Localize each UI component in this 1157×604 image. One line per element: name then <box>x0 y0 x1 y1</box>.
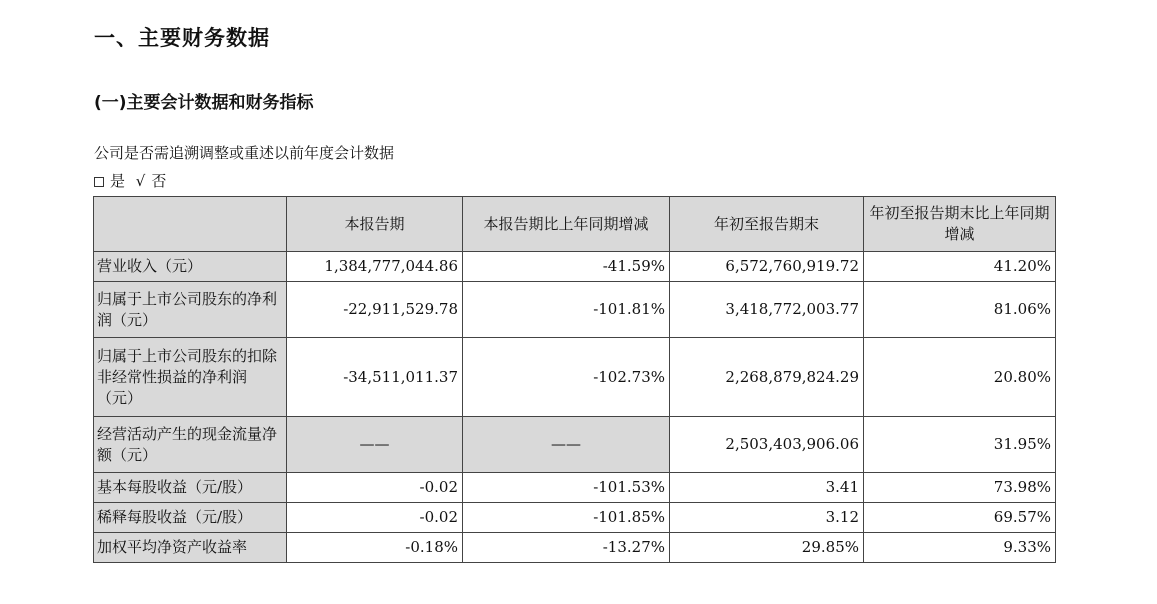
restatement-question: 公司是否需追溯调整或重述以前年度会计数据 <box>94 144 395 162</box>
cell-ytd-change: 9.33% <box>864 533 1056 563</box>
cell-ytd: 3.41 <box>670 473 864 503</box>
check-mark-icon: √ <box>135 172 146 190</box>
cell-ytd: 2,268,879,824.29 <box>670 338 864 417</box>
row-label: 归属于上市公司股东的净利润（元） <box>94 282 287 338</box>
cell-ytd-change: 31.95% <box>864 417 1056 473</box>
option-yes: 是 <box>110 172 126 190</box>
restatement-options <box>94 170 172 191</box>
row-label: 基本每股收益（元/股） <box>94 473 287 503</box>
cell-ytd: 29.85% <box>670 533 864 563</box>
table-row <box>94 417 1056 473</box>
header-current-period: 本报告期 <box>287 197 463 252</box>
row-label: 加权平均净资产收益率 <box>94 533 287 563</box>
cell-current: -0.02 <box>287 473 463 503</box>
cell-current: —— <box>287 417 463 473</box>
cell-current-change: -13.27% <box>463 533 670 563</box>
section-title: 一、主要财务数据 <box>94 26 270 50</box>
table-header-row <box>94 197 1056 252</box>
cell-current: -0.18% <box>287 533 463 563</box>
option-no: 否 <box>151 172 167 190</box>
row-label: 经营活动产生的现金流量净额（元） <box>94 417 287 473</box>
cell-current: -0.02 <box>287 503 463 533</box>
table-row <box>94 338 1056 417</box>
financial-data-table <box>93 196 1056 563</box>
row-label: 营业收入（元） <box>94 252 287 282</box>
header-ytd-change: 年初至报告期末比上年同期增减 <box>864 197 1056 252</box>
cell-ytd: 2,503,403,906.06 <box>670 417 864 473</box>
cell-ytd: 3,418,772,003.77 <box>670 282 864 338</box>
table-row <box>94 503 1056 533</box>
row-label: 稀释每股收益（元/股） <box>94 503 287 533</box>
cell-ytd-change: 20.80% <box>864 338 1056 417</box>
header-ytd: 年初至报告期末 <box>670 197 864 252</box>
cell-ytd: 3.12 <box>670 503 864 533</box>
cell-current-change: -41.59% <box>463 252 670 282</box>
cell-current-change: -101.53% <box>463 473 670 503</box>
cell-ytd-change: 69.57% <box>864 503 1056 533</box>
table-row <box>94 533 1056 563</box>
table-row <box>94 282 1056 338</box>
subsection-title: (一)主要会计数据和财务指标 <box>94 93 314 113</box>
cell-current: -34,511,011.37 <box>287 338 463 417</box>
cell-ytd-change: 73.98% <box>864 473 1056 503</box>
cell-current: 1,384,777,044.86 <box>287 252 463 282</box>
header-current-change: 本报告期比上年同期增减 <box>463 197 670 252</box>
table-row <box>94 252 1056 282</box>
table-row <box>94 473 1056 503</box>
cell-current-change: -101.81% <box>463 282 670 338</box>
cell-current-change: -101.85% <box>463 503 670 533</box>
checkbox-icon <box>94 177 104 187</box>
cell-current-change: -102.73% <box>463 338 670 417</box>
cell-ytd: 6,572,760,919.72 <box>670 252 864 282</box>
header-blank <box>94 197 287 252</box>
cell-ytd-change: 41.20% <box>864 252 1056 282</box>
cell-ytd-change: 81.06% <box>864 282 1056 338</box>
cell-current: -22,911,529.78 <box>287 282 463 338</box>
cell-current-change: —— <box>463 417 670 473</box>
row-label: 归属于上市公司股东的扣除非经常性损益的净利润（元） <box>94 338 287 417</box>
